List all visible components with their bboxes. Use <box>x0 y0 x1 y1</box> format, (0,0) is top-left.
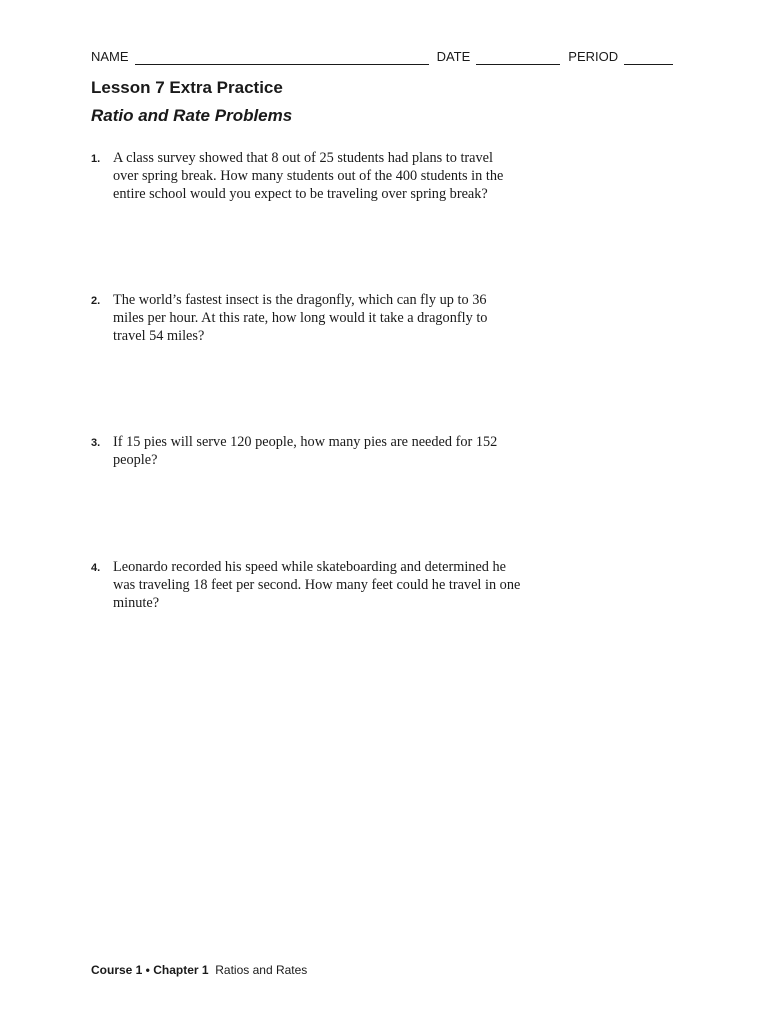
problem-4 <box>91 558 561 612</box>
problem-line: over spring break. How many students out of the 400 students in the <box>113 168 504 184</box>
problem-line: entire school would you expect to be traveling over spring break? <box>113 186 488 202</box>
problem-line: A class survey showed that 8 out of 25 students had plans to travel <box>113 150 493 166</box>
problem-number: 2. <box>91 295 101 307</box>
problem-text <box>113 558 561 612</box>
footer-chapter-title: Ratios and Rates <box>215 963 308 977</box>
problem-2 <box>91 291 561 345</box>
problem-line: was traveling 18 feet per second. How many feet could he travel in one <box>113 577 521 593</box>
problem-number: 1. <box>91 153 101 165</box>
page-footer <box>91 962 307 978</box>
problem-line: travel 54 miles? <box>113 328 205 344</box>
problem-line: If 15 pies will serve 120 people, how many pies are needed for 152 <box>113 434 498 450</box>
name-blank-line <box>135 52 429 65</box>
problem-line: minute? <box>113 595 160 611</box>
problem-number: 3. <box>91 437 101 449</box>
date-blank-line <box>476 52 560 65</box>
period-blank-line <box>624 52 673 65</box>
problem-number: 4. <box>91 562 101 574</box>
date-label: DATE <box>436 49 471 64</box>
period-label: PERIOD <box>568 49 619 64</box>
footer-course-chapter: Course 1 • Chapter 1 <box>91 963 209 977</box>
problem-line: Leonardo recorded his speed while skateboarding and determined he <box>113 559 507 575</box>
name-label: NAME <box>91 49 129 64</box>
problem-text <box>113 433 561 469</box>
lesson-title: Lesson 7 Extra Practice <box>91 78 283 97</box>
lesson-subtitle: Ratio and Rate Problems <box>91 106 293 125</box>
problem-line: people? <box>113 452 158 468</box>
problem-text <box>113 149 561 203</box>
problem-text <box>113 291 561 345</box>
problem-line: miles per hour. At this rate, how long would it take a dragonfly to <box>113 310 488 326</box>
problem-3 <box>91 433 561 469</box>
problem-1 <box>91 149 561 203</box>
problem-line: The world’s fastest insect is the dragonfly, which can fly up to 36 <box>113 292 487 308</box>
student-info-row <box>91 45 676 65</box>
